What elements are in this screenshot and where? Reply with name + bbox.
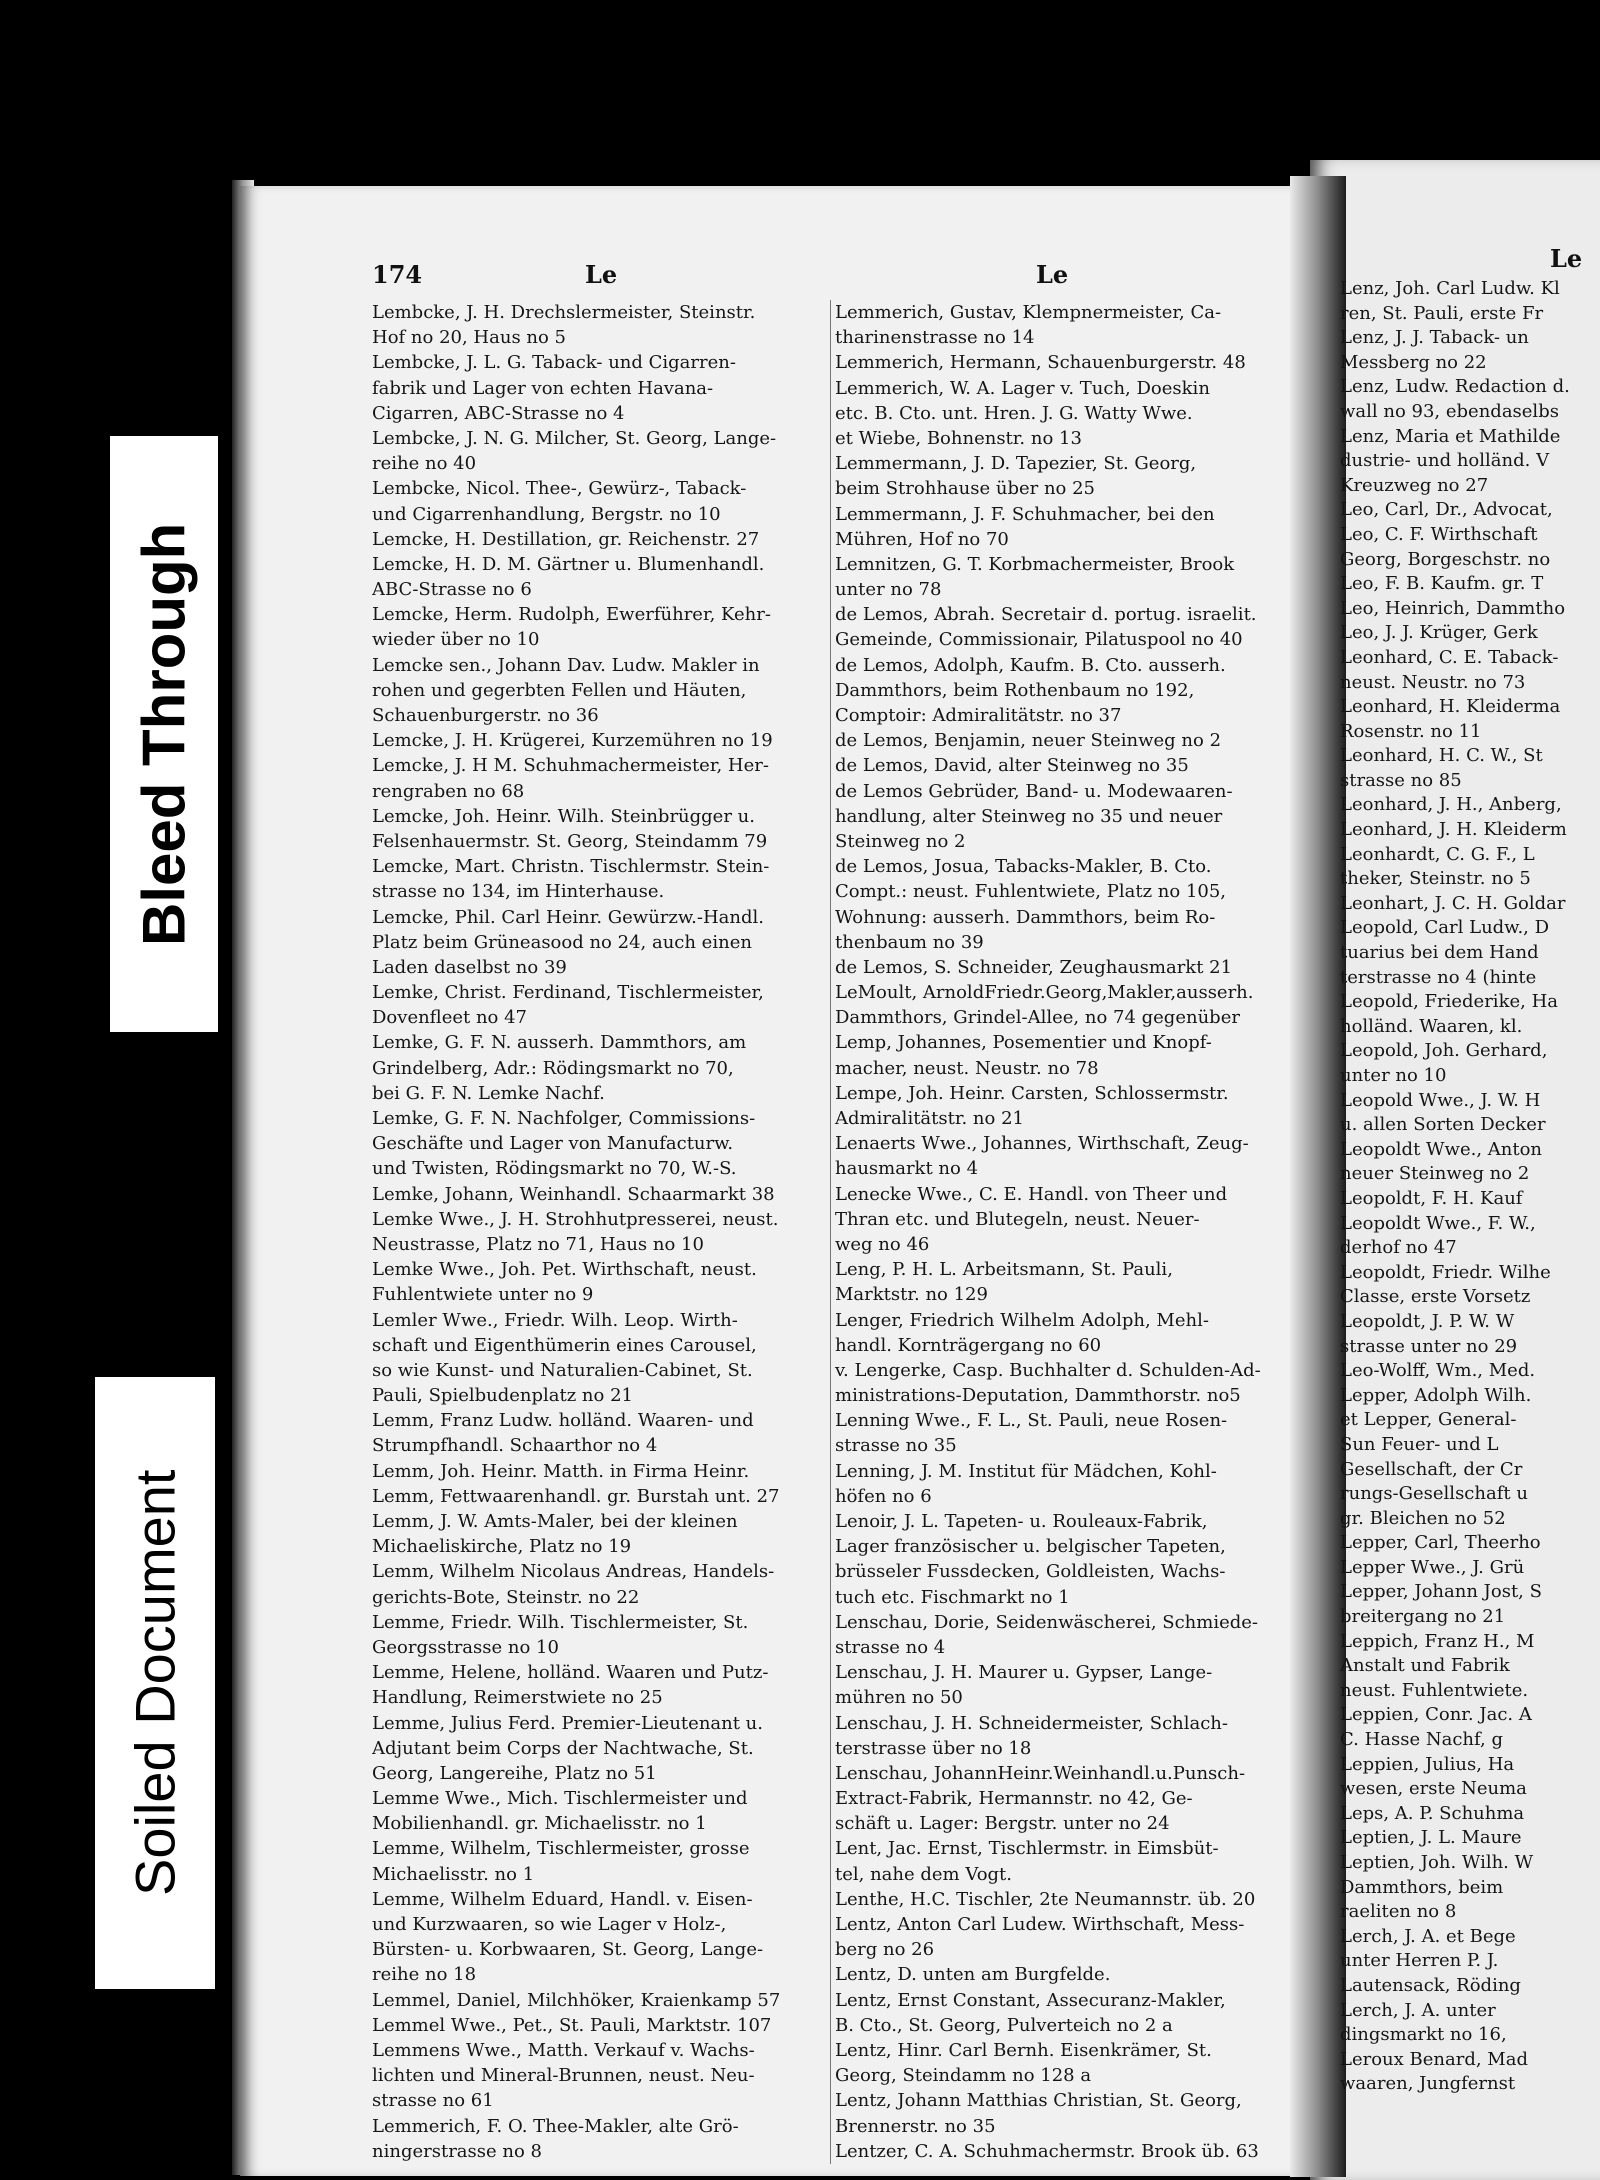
directory-line: neust. Neustr. no 73: [1340, 671, 1526, 693]
directory-line: Leptien, Joh. Wilh. W: [1340, 1852, 1534, 1873]
mid-column-heading: Le: [1036, 260, 1069, 289]
directory-line: unter no 10: [1340, 1065, 1447, 1086]
directory-line: tuch etc. Fischmarkt no 1: [835, 1586, 1070, 1608]
directory-line: lichten und Mineral-Brunnen, neust. Neu-: [372, 2065, 755, 2087]
directory-line: Lembcke, Nicol. Thee-, Gewürz-, Taback-: [372, 478, 747, 500]
directory-line: Lentz, D. unten am Burgfelde.: [835, 1964, 1111, 1986]
directory-line: Lemm, Wilhelm Nicolaus Andreas, Handels-: [372, 1561, 775, 1583]
directory-line: Lepper Wwe., J. Grü: [1340, 1556, 1525, 1578]
directory-line: Anstalt und Fabrik: [1340, 1655, 1510, 1677]
directory-line: weg no 46: [835, 1233, 930, 1255]
directory-line: handl. Kornträgergang no 60: [835, 1334, 1102, 1356]
directory-line: Lemke Wwe., J. H. Strohhutpresserei, neust.: [372, 1208, 779, 1230]
directory-line: Lenoir, J. L. Tapeten- u. Rouleaux-Fabrik,: [835, 1511, 1208, 1532]
directory-line: Lembcke, J. N. G. Milcher, St. Georg, Lange-: [372, 427, 777, 449]
directory-line: de Lemos, Josua, Tabacks-Makler, B. Cto.: [835, 856, 1212, 878]
directory-line: Lemmerich, Hermann, Schauenburgerstr. 48: [835, 352, 1246, 374]
directory-line: Lenschau, J. H. Schneidermeister, Schlach-: [835, 1712, 1228, 1734]
directory-line: dingsmarkt no 16,: [1340, 2024, 1507, 2046]
directory-line: Lemke, G. F. N. Nachfolger, Commissions-: [372, 1108, 756, 1129]
directory-line: Lemmermann, J. D. Tapezier, St. Georg,: [835, 453, 1197, 475]
directory-line: Lemme, Julius Ferd. Premier-Lieutenant u.: [372, 1712, 763, 1734]
directory-line: unter no 78: [835, 579, 942, 601]
directory-line: Lemmel Wwe., Pet., St. Pauli, Marktstr. 107: [372, 2014, 772, 2036]
directory-line: C. Hasse Nachf, g: [1340, 1729, 1503, 1751]
directory-line: Compt.: neust. Fuhlentwiete, Platz no 105,: [835, 881, 1227, 903]
directory-line: hausmarkt no 4: [835, 1158, 979, 1180]
directory-line: berg no 26: [835, 1939, 935, 1961]
directory-line: unter Herren P. J.: [1340, 1950, 1499, 1972]
directory-line: Lepper, Johann Jost, S: [1340, 1581, 1542, 1603]
directory-line: Lemcke, Mart. Christn. Tischlermstr. Stein-: [372, 856, 770, 878]
directory-line: Leopold, Friederike, Ha: [1340, 991, 1558, 1013]
directory-line: Lemcke, Joh. Heinr. Wilh. Steinbrügger u.: [372, 805, 755, 827]
page-number: 174: [372, 260, 423, 289]
directory-line: Leo-Wolff, Wm., Med.: [1340, 1360, 1536, 1382]
directory-line: gerichts-Bote, Steinstr. no 22: [372, 1586, 640, 1608]
directory-line: neust. Fuhlentwiete.: [1340, 1679, 1529, 1701]
directory-line: Schauenburgerstr. no 36: [372, 705, 599, 726]
directory-line: Leo, Heinrich, Dammtho: [1340, 597, 1566, 619]
left-column-heading: Le: [585, 260, 618, 289]
directory-line: Lent, Jac. Ernst, Tischlermstr. in Eimsbüt-: [835, 1838, 1219, 1860]
directory-line: neuer Steinweg no 2: [1340, 1163, 1530, 1185]
directory-line: Admiralitätstr. no 21: [835, 1108, 1024, 1129]
directory-line: Leonhard, C. E. Taback-: [1340, 646, 1559, 668]
directory-line: Lemke, G. F. N. ausserh. Dammthors, am: [372, 1032, 747, 1054]
directory-line: raeliten no 8: [1340, 1901, 1457, 1923]
directory-line: Cigarren, ABC-Strasse no 4: [372, 402, 625, 424]
directory-line: Lemnitzen, G. T. Korbmachermeister, Brook: [835, 553, 1235, 575]
directory-line: Lemmel, Daniel, Milchhöker, Kraienkamp 57: [372, 1989, 781, 2011]
directory-line: Lerch, J. A. unter: [1340, 1999, 1496, 2021]
directory-line: Georg, Borgeschstr. no: [1340, 548, 1551, 570]
directory-line: Gemeinde, Commissionair, Pilatuspool no 40: [835, 629, 1243, 651]
directory-line: Leopoldt, F. H. Kauf: [1340, 1187, 1523, 1209]
directory-line: Lemcke, Herm. Rudolph, Ewerführer, Kehr-: [372, 604, 771, 626]
directory-line: reihe no 18: [372, 1964, 477, 1986]
directory-line: Leopoldt Wwe., F. W.,: [1340, 1212, 1536, 1234]
directory-line: Lentz, Ernst Constant, Assecuranz-Makler,: [835, 1989, 1226, 2011]
directory-line: Georg, Langereihe, Platz no 51: [372, 1762, 657, 1784]
directory-line: Dovenfleet no 47: [372, 1007, 528, 1029]
directory-line: Geschäfte und Lager von Manufacturw.: [372, 1133, 734, 1155]
directory-line: Lenger, Friedrich Wilhelm Adolph, Mehl-: [835, 1309, 1209, 1331]
directory-line: Extract-Fabrik, Hermannstr. no 42, Ge-: [835, 1788, 1193, 1810]
directory-line: Lemcke, J. H M. Schuhmachermeister, Her-: [372, 755, 769, 777]
directory-line: rohen und gegerbten Fellen und Häuten,: [372, 679, 747, 701]
directory-line: Lemmermann, J. F. Schuhmacher, bei den: [835, 503, 1215, 525]
directory-line: Dammthors, beim Rothenbaum no 192,: [835, 679, 1195, 701]
directory-line: Lenschau, Dorie, Seidenwäscherei, Schmiede-: [835, 1611, 1259, 1633]
directory-line: et Lepper, General-: [1340, 1409, 1517, 1431]
directory-line: de Lemos, Adolph, Kaufm. B. Cto. ausserh.: [835, 654, 1226, 676]
directory-line: tharinenstrasse no 14: [835, 327, 1035, 349]
directory-line: Leonhard, J. H. Kleiderm: [1340, 819, 1567, 841]
directory-line: schäft u. Lager: Bergstr. unter no 24: [835, 1813, 1170, 1835]
directory-line: Platz beim Grüneasood no 24, auch einen: [372, 931, 752, 953]
directory-line: Leopoldt, J. P. W. W: [1340, 1310, 1515, 1332]
directory-line: Leopold, Carl Ludw., D: [1340, 917, 1550, 939]
directory-line: B. Cto., St. Georg, Pulverteich no 2 a: [835, 2014, 1173, 2036]
directory-line: Lentz, Anton Carl Ludew. Wirthschaft, Mess-: [835, 1914, 1245, 1935]
directory-line: Lemcke, H. D. M. Gärtner u. Blumenhandl.: [372, 553, 765, 575]
directory-line: Wohnung: ausserh. Dammthors, beim Ro-: [835, 906, 1216, 928]
directory-line: v. Lengerke, Casp. Buchhalter d. Schulden-Ad-: [835, 1359, 1261, 1381]
directory-line: wieder über no 10: [372, 629, 540, 651]
directory-line: rungs-Gesellschaft u: [1340, 1483, 1528, 1505]
directory-line: Mühren, Hof no 70: [835, 528, 1009, 550]
directory-line: Leopoldt, Friedr. Wilhe: [1340, 1261, 1551, 1283]
directory-line: Lemke, Johann, Weinhandl. Schaarmarkt 38: [372, 1183, 775, 1205]
directory-line: tel, nahe dem Vogt.: [835, 1863, 1013, 1885]
directory-line: Lemme, Friedr. Wilh. Tischlermeister, St.: [372, 1611, 749, 1633]
directory-line: Neustrasse, Platz no 71, Haus no 10: [372, 1233, 704, 1255]
directory-line: Fuhlentwiete unter no 9: [372, 1284, 594, 1306]
directory-line: beim Strohhause über no 25: [835, 478, 1095, 500]
directory-line: holländ. Waaren, kl.: [1340, 1015, 1523, 1037]
directory-line: höfen no 6: [835, 1485, 932, 1507]
directory-line: Lenschau, JohannHeinr.Weinhandl.u.Punsch-: [835, 1762, 1246, 1784]
directory-line: Leppien, Julius, Ha: [1340, 1753, 1515, 1775]
directory-line: de Lemos, David, alter Steinweg no 35: [835, 755, 1189, 777]
directory-line: ABC-Strasse no 6: [372, 579, 532, 601]
directory-line: theker, Steinstr. no 5: [1340, 868, 1531, 890]
directory-line: de Lemos, Abrah. Secretair d. portug. israelit.: [835, 604, 1257, 626]
directory-line: Classe, erste Vorsetz: [1340, 1286, 1531, 1308]
directory-line: macher, neust. Neustr. no 78: [835, 1057, 1099, 1079]
directory-line: Lemme, Wilhelm Eduard, Handl. v. Eisen-: [372, 1888, 753, 1910]
directory-line: wesen, erste Neuma: [1340, 1778, 1527, 1800]
directory-line: Lembcke, J. L. G. Taback- und Cigarren-: [372, 352, 736, 374]
directory-line: strasse no 4: [835, 1636, 946, 1658]
directory-line: Georg, Steindamm no 128 a: [835, 2065, 1092, 2087]
directory-line: gr. Bleichen no 52: [1340, 1507, 1506, 1529]
directory-line: Lemcke, J. H. Krügerei, Kurzemühren no 19: [372, 730, 773, 752]
directory-line: Lenning, J. M. Institut für Mädchen, Kohl-: [835, 1460, 1217, 1482]
directory-line: so wie Kunst- und Naturalien-Cabinet, St.: [372, 1359, 753, 1381]
directory-line: Lemke, Christ. Ferdinand, Tischlermeister,: [372, 982, 764, 1004]
directory-line: Dammthors, Grindel-Allee, no 74 gegenüber: [835, 1007, 1240, 1029]
directory-line: handlung, alter Steinweg no 35 und neuer: [835, 805, 1223, 827]
directory-line: und Cigarrenhandlung, Bergstr. no 10: [372, 503, 721, 525]
directory-line: thenbaum no 39: [835, 931, 984, 953]
directory-line: Laden daselbst no 39: [372, 956, 567, 978]
directory-line: de Lemos, S. Schneider, Zeughausmarkt 21: [835, 956, 1233, 978]
directory-line: Gesellschaft, der Cr: [1340, 1458, 1523, 1480]
directory-line: Georgsstrasse no 10: [372, 1636, 559, 1658]
directory-line: Lepper, Carl, Theerho: [1340, 1532, 1541, 1554]
directory-line: strasse unter no 29: [1340, 1335, 1518, 1357]
directory-line: Felsenhauermstr. St. Georg, Steindamm 79: [372, 830, 768, 852]
directory-line: Lemmerich, W. A. Lager v. Tuch, Doeskin: [835, 377, 1210, 399]
directory-line: rengraben no 68: [372, 780, 525, 802]
directory-line: Lemmerich, F. O. Thee-Makler, alte Grö-: [372, 2115, 739, 2137]
directory-line: strasse no 85: [1340, 769, 1462, 791]
directory-line: Messberg no 22: [1340, 351, 1487, 373]
directory-line: Lemm, Joh. Heinr. Matth. in Firma Heinr.: [372, 1460, 750, 1482]
bleed-through-label: Bleed Through: [110, 436, 218, 1032]
directory-line: ren, St. Pauli, erste Fr: [1340, 302, 1544, 324]
directory-line: waaren, Jungfernst: [1340, 2073, 1516, 2095]
directory-line: Leonhard, J. H., Anberg,: [1340, 794, 1562, 816]
directory-line: Marktstr. no 129: [835, 1284, 988, 1306]
directory-line: Lempe, Joh. Heinr. Carsten, Schlossermstr.: [835, 1082, 1229, 1104]
directory-line: Lenaerts Wwe., Johannes, Wirthschaft, Zeug-: [835, 1133, 1249, 1155]
directory-line: Steinweg no 2: [835, 830, 966, 852]
directory-line: Leppich, Franz H., M: [1340, 1630, 1535, 1652]
directory-line: LeMoult, ArnoldFriedr.Georg,Makler,ausserh.: [835, 982, 1254, 1004]
directory-line: Lemcke, H. Destillation, gr. Reichenstr. 27: [372, 528, 760, 550]
directory-line: strasse no 61: [372, 2090, 494, 2112]
directory-line: Lenecke Wwe., C. E. Handl. von Theer und: [835, 1183, 1228, 1205]
directory-line: Lembcke, J. H. Drechslermeister, Steinstr.: [372, 302, 756, 323]
directory-line: Leopold, Joh. Gerhard,: [1340, 1040, 1548, 1062]
directory-line: Lenning Wwe., F. L., St. Pauli, neue Rosen-: [835, 1410, 1228, 1432]
directory-line: Hof no 20, Haus no 5: [372, 327, 567, 349]
directory-line: Leo, Carl, Dr., Advocat,: [1340, 499, 1553, 521]
directory-line: und Twisten, Rödingsmarkt no 70, W.-S.: [372, 1158, 737, 1180]
directory-line: Lenthe, H.C. Tischler, 2te Neumannstr. üb. 20: [835, 1888, 1256, 1910]
directory-line: Leonhart, J. C. H. Goldar: [1340, 892, 1566, 914]
directory-line: Strumpfhandl. Schaarthor no 4: [372, 1435, 658, 1457]
directory-line: Leo, F. B. Kaufm. gr. T: [1340, 573, 1544, 595]
directory-line: tuarius bei dem Hand: [1340, 942, 1539, 964]
directory-line: Leopold Wwe., J. W. H: [1340, 1089, 1541, 1111]
directory-line: reihe no 40: [372, 453, 477, 475]
directory-line: schaft und Eigenthümerin eines Carousel,: [372, 1334, 757, 1356]
directory-line: bei G. F. N. Lemke Nachf.: [372, 1082, 605, 1104]
directory-line: Lemm, Fettwaarenhandl. gr. Burstah unt. 27: [372, 1485, 780, 1507]
directory-line: Leppien, Conr. Jac. A: [1340, 1704, 1532, 1726]
directory-line: Thran etc. und Blutegeln, neust. Neuer-: [835, 1208, 1200, 1230]
directory-line: Comptoir: Admiralitätstr. no 37: [835, 705, 1122, 726]
directory-line: Lentz, Johann Matthias Christian, St. Georg,: [835, 2090, 1242, 2112]
directory-line: Dammthors, beim: [1340, 1876, 1504, 1898]
directory-line: etc. B. Cto. unt. Hren. J. G. Watty Wwe.: [835, 402, 1193, 424]
directory-line: wall no 93, ebendaselbs: [1340, 400, 1559, 422]
directory-line: Lentzer, C. A. Schuhmachermstr. Brook üb. 63: [835, 2140, 1259, 2162]
directory-line: Michaelisstr. no 1: [372, 1863, 535, 1885]
directory-line: de Lemos, Benjamin, neuer Steinweg no 2: [835, 730, 1222, 752]
directory-line: Kreuzweg no 27: [1340, 474, 1489, 496]
middle-column-entries: [830, 300, 1280, 2164]
directory-line: Lemm, J. W. Amts-Maler, bei der kleinen: [372, 1511, 738, 1532]
directory-line: Handlung, Reimerstwiete no 25: [372, 1687, 663, 1709]
directory-line: Lemke Wwe., Joh. Pet. Wirthschaft, neust.: [372, 1259, 757, 1281]
directory-line: Lenschau, J. H. Maurer u. Gypser, Lange-: [835, 1662, 1213, 1684]
directory-line: Rosenstr. no 11: [1340, 720, 1482, 742]
directory-line: strasse no 35: [835, 1435, 957, 1457]
right-page-column-entries: [1340, 277, 1600, 2097]
directory-line: de Lemos Gebrüder, Band- u. Modewaaren-: [835, 780, 1233, 802]
directory-line: Leo, C. F. Wirthschaft: [1340, 523, 1538, 545]
right-page-heading: Le: [1550, 244, 1583, 273]
directory-line: Lenz, J. J. Taback- un: [1340, 327, 1529, 349]
directory-line: brüsseler Fussdecken, Goldleisten, Wachs-: [835, 1561, 1226, 1583]
directory-line: Lemm, Franz Ludw. holländ. Waaren- und: [372, 1410, 754, 1432]
directory-line: Lemp, Johannes, Posementier und Knopf-: [835, 1032, 1212, 1054]
directory-line: derhof no 47: [1340, 1237, 1457, 1259]
directory-line: Lenz, Ludw. Redaction d.: [1340, 376, 1570, 398]
directory-line: Lenz, Maria et Mathilde: [1340, 425, 1561, 447]
directory-line: Pauli, Spielbudenplatz no 21: [372, 1385, 633, 1407]
directory-line: Lepper, Adolph Wilh.: [1340, 1384, 1532, 1406]
directory-line: ningerstrasse no 8: [372, 2140, 542, 2162]
directory-line: Lautensack, Röding: [1340, 1974, 1521, 1996]
directory-line: ministrations-Deputation, Dammthorstr. no5: [835, 1385, 1241, 1407]
directory-line: Brennerstr. no 35: [835, 2115, 996, 2137]
directory-line: u. allen Sorten Decker: [1340, 1114, 1546, 1136]
directory-line: Lentz, Hinr. Carl Bernh. Eisenkrämer, St.: [835, 2039, 1212, 2061]
directory-line: Leonhard, H. C. W., St: [1340, 745, 1543, 767]
directory-line: Leonhard, H. Kleiderma: [1340, 696, 1561, 718]
page-fold-shadow: [1290, 176, 1346, 2177]
directory-line: Adjutant beim Corps der Nachtwache, St.: [372, 1737, 754, 1759]
directory-line: Lemler Wwe., Friedr. Wilh. Leop. Wirth-: [372, 1309, 738, 1331]
directory-line: et Wiebe, Bohnenstr. no 13: [835, 427, 1082, 449]
directory-line: Leroux Benard, Mad: [1340, 2048, 1528, 2070]
directory-line: Michaeliskirche, Platz no 19: [372, 1536, 632, 1558]
directory-line: Lemcke sen., Johann Dav. Ludw. Makler in: [372, 654, 760, 676]
directory-line: und Kurzwaaren, so wie Lager v Holz-,: [372, 1914, 727, 1935]
directory-line: Leptien, J. L. Maure: [1340, 1827, 1522, 1849]
directory-line: Leonhardt, C. G. F., L: [1340, 843, 1535, 865]
directory-line: Lemme, Wilhelm, Tischlermeister, grosse: [372, 1838, 750, 1860]
directory-line: mühren no 50: [835, 1687, 963, 1709]
left-column-entries: [372, 300, 824, 2164]
directory-line: Leo, J. J. Krüger, Gerk: [1340, 622, 1538, 644]
directory-line: Leng, P. H. L. Arbeitsmann, St. Pauli,: [835, 1259, 1173, 1281]
directory-line: Lenz, Joh. Carl Ludw. Kl: [1340, 278, 1560, 299]
directory-line: Leopoldt Wwe., Anton: [1340, 1138, 1543, 1160]
directory-line: Lager französischer u. belgischer Tapeten,: [835, 1536, 1226, 1558]
directory-line: Lemmerich, Gustav, Klempnermeister, Ca-: [835, 302, 1222, 323]
directory-line: Lemme Wwe., Mich. Tischlermeister und: [372, 1788, 748, 1810]
directory-line: Bürsten- u. Korbwaaren, St. Georg, Lange-: [372, 1939, 764, 1961]
directory-line: terstrasse no 4 (hinte: [1340, 966, 1537, 988]
directory-line: Sun Feuer- und L: [1340, 1433, 1499, 1455]
directory-line: strasse no 134, im Hinterhause.: [372, 881, 665, 903]
directory-line: terstrasse über no 18: [835, 1737, 1032, 1759]
directory-line: Mobilienhandl. gr. Michaelisstr. no 1: [372, 1813, 707, 1835]
directory-line: Leps, A. P. Schuhma: [1340, 1802, 1525, 1824]
directory-line: Lemcke, Phil. Carl Heinr. Gewürzw.-Handl.: [372, 906, 764, 928]
directory-line: dustrie- und holländ. V: [1340, 450, 1550, 472]
directory-line: fabrik und Lager von echten Havana-: [372, 377, 714, 399]
soiled-document-label: Soiled Document: [95, 1377, 215, 1989]
directory-line: Grindelberg, Adr.: Rödingsmarkt no 70,: [372, 1057, 734, 1079]
directory-line: Lemme, Helene, holländ. Waaren und Putz-: [372, 1662, 769, 1684]
directory-line: Lemmens Wwe., Matth. Verkauf v. Wachs-: [372, 2039, 755, 2061]
directory-line: breitergang no 21: [1340, 1606, 1506, 1628]
directory-line: Lerch, J. A. et Bege: [1340, 1925, 1516, 1947]
